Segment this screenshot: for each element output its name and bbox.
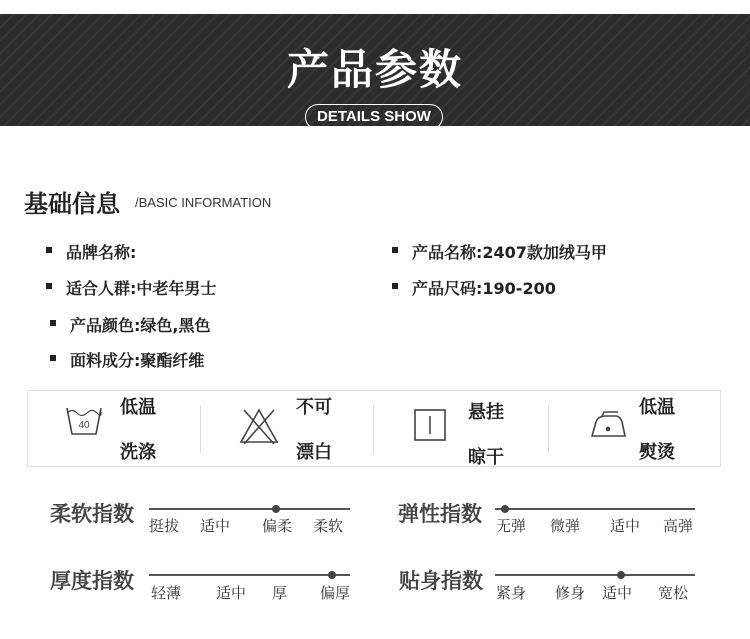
elasticity-scale-track xyxy=(495,508,695,510)
fit-label-1: 紧身 xyxy=(496,584,527,602)
section-title: 基础信息 xyxy=(24,190,120,218)
elasticity-label-1: 无弹 xyxy=(496,517,527,535)
details-show-label: DETAILS SHOW xyxy=(317,108,431,125)
elasticity-label-3: 适中 xyxy=(610,517,641,535)
no-bleach-icon xyxy=(238,406,280,446)
iron-low-icon xyxy=(588,408,628,440)
info-fabric-text: 面料成分:聚酯纤维 xyxy=(70,351,205,370)
bullet-icon xyxy=(392,283,398,289)
fit-label-3: 适中 xyxy=(602,584,633,602)
info-brand-text: 品牌名称: xyxy=(66,243,137,262)
thickness-label-1: 轻薄 xyxy=(151,584,182,602)
fit-label-4: 宽松 xyxy=(658,584,689,602)
info-brand xyxy=(66,240,136,263)
bullet-icon xyxy=(50,355,56,361)
elasticity-label-2: 微弹 xyxy=(550,517,581,535)
care-dry-line2: 晾干 xyxy=(468,447,504,468)
softness-scale-title: 柔软指数 xyxy=(50,502,134,526)
banner-title: 产品参数 xyxy=(286,45,463,94)
divider xyxy=(548,405,549,453)
header-banner xyxy=(0,14,750,126)
softness-scale-marker xyxy=(272,505,280,513)
care-bleach-line2: 漂白 xyxy=(296,442,332,463)
info-product-name xyxy=(412,240,607,263)
softness-label-2: 适中 xyxy=(200,517,231,535)
bullet-icon xyxy=(46,283,52,289)
info-audience xyxy=(66,276,216,299)
care-wash-line2: 洗涤 xyxy=(120,442,156,463)
thickness-scale-track xyxy=(149,574,350,576)
wash-40-icon xyxy=(64,404,104,440)
details-show-badge xyxy=(305,104,443,130)
info-color xyxy=(70,313,210,336)
info-size xyxy=(412,276,556,299)
thickness-label-4: 偏厚 xyxy=(320,584,351,602)
fit-label-2: 修身 xyxy=(555,584,586,602)
elasticity-label-4: 高弹 xyxy=(663,517,694,535)
info-audience-text: 适合人群:中老年男士 xyxy=(66,279,217,298)
thickness-label-3: 厚 xyxy=(272,584,288,602)
info-color-text: 产品颜色:绿色,黑色 xyxy=(70,316,211,335)
thickness-label-2: 适中 xyxy=(216,584,247,602)
softness-scale-track xyxy=(149,508,350,510)
thickness-scale-marker xyxy=(328,571,336,579)
care-dry-line1: 悬挂 xyxy=(468,402,504,423)
elasticity-scale-marker xyxy=(501,505,509,513)
fit-scale-marker xyxy=(617,571,625,579)
softness-label-3: 偏柔 xyxy=(262,517,293,535)
divider xyxy=(373,405,374,453)
bullet-icon xyxy=(392,247,398,253)
bullet-icon xyxy=(46,247,52,253)
fit-scale-title: 贴身指数 xyxy=(399,569,483,593)
care-iron-line1: 低温 xyxy=(639,397,675,418)
care-bleach-line1: 不可 xyxy=(296,397,332,418)
section-subtitle: /BASIC INFORMATION xyxy=(135,195,272,210)
softness-label-4: 柔软 xyxy=(313,517,344,535)
divider xyxy=(200,405,201,453)
info-size-text: 产品尺码:190-200 xyxy=(412,279,556,298)
wash-temp-label: 40 xyxy=(78,420,90,431)
info-product-name-text: 产品名称:2407款加绒马甲 xyxy=(412,243,607,262)
thickness-scale-title: 厚度指数 xyxy=(50,569,134,593)
bullet-icon xyxy=(50,320,56,326)
elasticity-scale-title: 弹性指数 xyxy=(398,502,482,526)
softness-label-1: 挺拔 xyxy=(149,517,180,535)
fit-scale-track xyxy=(495,574,695,576)
care-wash-line1: 低温 xyxy=(120,397,156,418)
care-iron-line2: 熨烫 xyxy=(639,442,675,463)
hang-dry-icon xyxy=(413,408,447,442)
info-fabric xyxy=(70,348,204,371)
